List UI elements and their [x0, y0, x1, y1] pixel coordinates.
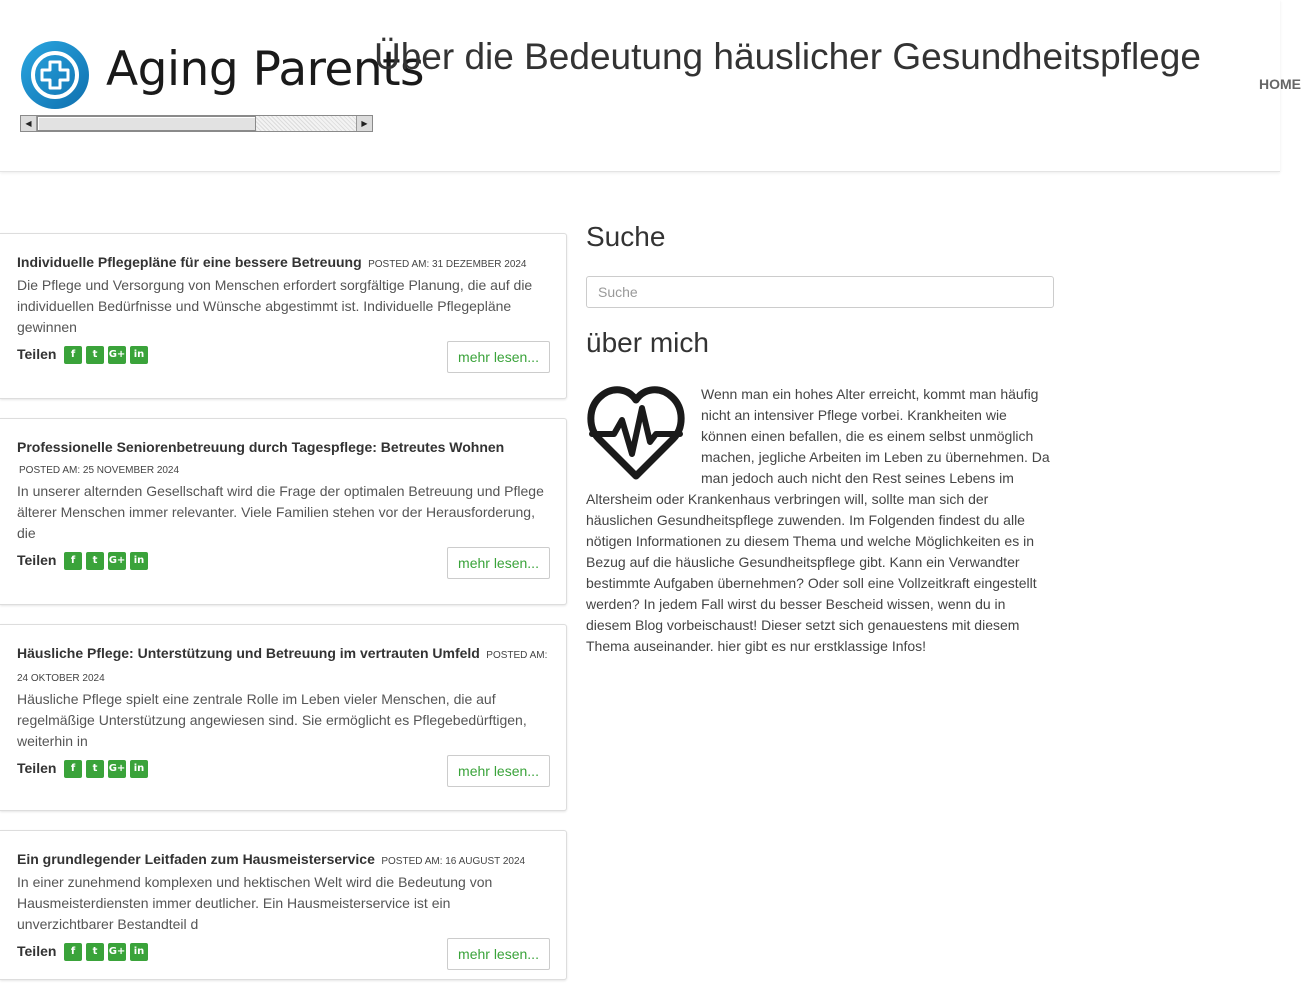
post-title-link[interactable]: Häusliche Pflege: Unterstützung und Betreuung im vertrauten Umfeld: [17, 645, 480, 661]
facebook-icon[interactable]: f: [64, 346, 82, 364]
about-widget-title: über mich: [586, 327, 709, 358]
google-plus-icon[interactable]: G+: [108, 552, 126, 570]
twitter-icon[interactable]: t: [86, 346, 104, 364]
read-more-button[interactable]: mehr lesen...: [447, 547, 550, 579]
logo-frame[interactable]: [20, 36, 425, 116]
search-widget-title: Suche: [586, 221, 666, 252]
post-card: [0, 624, 567, 811]
twitter-icon[interactable]: t: [86, 760, 104, 778]
share-label: Teilen: [17, 346, 57, 362]
scroll-thumb[interactable]: [37, 116, 256, 131]
post-date: POSTED AM: 16 AUGUST 2024: [381, 856, 526, 867]
linkedin-icon[interactable]: in: [130, 552, 148, 570]
heart-pulse-icon: [586, 384, 686, 484]
post-card: [0, 418, 567, 605]
share-label: Teilen: [17, 552, 57, 568]
site-header: [0, 0, 1301, 172]
sidebar: [586, 220, 1054, 657]
google-plus-icon[interactable]: G+: [108, 346, 126, 364]
post-date: POSTED AM: 24 OKTOBER 2024: [17, 650, 548, 684]
scroll-left-arrow-icon[interactable]: ◀: [21, 116, 37, 131]
linkedin-icon[interactable]: in: [130, 943, 148, 961]
logo-text: Aging Parents: [106, 42, 425, 97]
post-date: POSTED AM: 25 NOVEMBER 2024: [19, 465, 180, 476]
search-input[interactable]: [586, 276, 1054, 308]
logo-scrollbar[interactable]: [20, 115, 373, 132]
read-more-button[interactable]: mehr lesen...: [447, 341, 550, 373]
read-more-button[interactable]: mehr lesen...: [447, 755, 550, 787]
google-plus-icon[interactable]: G+: [108, 943, 126, 961]
share-label: Teilen: [17, 760, 57, 776]
facebook-icon[interactable]: f: [64, 552, 82, 570]
linkedin-icon[interactable]: in: [130, 346, 148, 364]
scroll-track[interactable]: [37, 116, 356, 131]
post-excerpt: Häusliche Pflege spielt eine zentrale Rolle im Leben vieler Menschen, die auf regelmäßige Unterstützung angewiesen sind. Sie ermöglicht es Pflegebedürftigen, weiterhin in: [17, 691, 527, 749]
post-title-link[interactable]: Professionelle Seniorenbetreuung durch Tagespflege: Betreutes Wohnen: [17, 439, 505, 455]
post-excerpt: In einer zunehmend komplexen und hektischen Welt wird die Bedeutung von Hausmeisterdiensten immer deutlicher. Ein Hausmeisterservice ist ein unverzichtbarer Bestandteil d: [17, 874, 493, 932]
post-excerpt: Die Pflege und Versorgung von Menschen erfordert sorgfältige Planung, die auf die individuellen Bedürfnisse und Wünsche abgestimmt ist. Individuelle Pflegepläne gewinnen: [17, 277, 533, 335]
post-card: [0, 233, 567, 399]
twitter-icon[interactable]: t: [86, 552, 104, 570]
post-title-link[interactable]: Ein grundlegender Leitfaden zum Hausmeisterservice: [17, 851, 375, 867]
google-plus-icon[interactable]: G+: [108, 760, 126, 778]
medical-cross-logo-icon: [20, 40, 90, 110]
twitter-icon[interactable]: t: [86, 943, 104, 961]
nav-item-home[interactable]: HOME: [1259, 76, 1301, 92]
post-card: [0, 830, 567, 980]
about-section: [586, 384, 1054, 657]
facebook-icon[interactable]: f: [64, 943, 82, 961]
post-date: POSTED AM: 31 DEZEMBER 2024: [368, 259, 527, 270]
site-title: Über die Bedeutung häuslicher Gesundheitspflege: [374, 36, 1201, 77]
about-text: Wenn man ein hohes Alter erreicht, kommt man häufig nicht an intensiver Pflege vorbei. Krankheiten wie können einen befallen, die es einem selbst unmöglich machen, jegliche Arbeiten im Leben zu übernehmen. Da man jedoch auch nicht den Rest seines Lebens im Altersheim oder Krankenhaus verbringen will, sollte man sich der häuslichen Gesundheitspflege zuwenden. Im Folgenden findest du alle nötigen Informationen zu diesem Thema und welche Möglichkeiten es in Bezug auf die häusliche Gesundheitspflege gibt. Kann ein Verwandter bestimmte Aufgaben übernehmen? Oder soll eine Vollzeitkraft eingestellt werden? In jedem Fall wirst du besser Bescheid wissen, wenn du in diesem Blog vorbeischaust! Dieser setzt sich genauestens mit diesem Thema auseinander. hier gibt es nur erstklassige Infos!: [586, 386, 1050, 654]
post-title-link[interactable]: Individuelle Pflegepläne für eine bessere Betreuung: [17, 254, 362, 270]
linkedin-icon[interactable]: in: [130, 760, 148, 778]
share-label: Teilen: [17, 943, 57, 959]
read-more-button[interactable]: mehr lesen...: [447, 938, 550, 970]
post-excerpt: In unserer alternden Gesellschaft wird die Frage der optimalen Betreuung und Pflege älterer Menschen immer relevanter. Viele Familien stehen vor der Herausforderung, die: [17, 483, 544, 541]
scroll-right-arrow-icon[interactable]: ▶: [356, 116, 372, 131]
facebook-icon[interactable]: f: [64, 760, 82, 778]
